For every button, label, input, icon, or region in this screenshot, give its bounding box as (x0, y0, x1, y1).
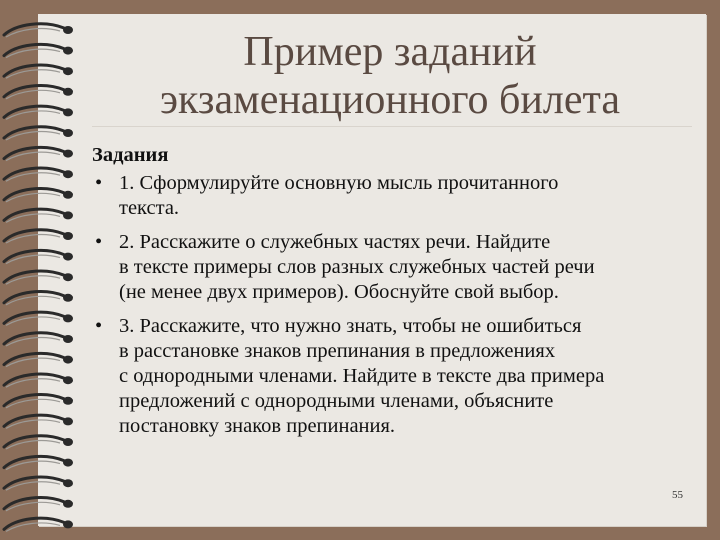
task-3-line-5: постановку знаков препинания. (119, 415, 396, 437)
task-item-2 (92, 230, 697, 305)
spiral-ring (4, 230, 73, 243)
task-2-line-2: в тексте примеры слов разных служебных частей речи (119, 256, 595, 278)
spiral-ring (4, 147, 73, 160)
spiral-binding (0, 0, 90, 540)
spiral-ring (4, 86, 73, 99)
task-3-line-2: в расстановке знаков препинания в предложениях (119, 340, 556, 362)
title-line-2: экзаменационного билета (160, 77, 620, 123)
task-2-line-1: 2. Расскажите о служебных частях речи. Найдите (119, 231, 551, 253)
spiral-ring (4, 44, 73, 57)
task-list (92, 143, 697, 439)
task-1-line-2: текста. (119, 197, 180, 219)
spiral-ring (4, 292, 73, 305)
title-divider (92, 126, 692, 127)
task-item-1 (92, 171, 697, 221)
spiral-ring (4, 415, 73, 428)
spiral-ring (4, 436, 73, 449)
spiral-ring (4, 250, 73, 263)
bullet-marker: • (95, 315, 103, 337)
task-1-line-1: 1. Сформулируйте основную мысль прочитанного (119, 172, 559, 194)
title-line-1: Пример заданий (243, 29, 537, 75)
spiral-ring (4, 498, 73, 511)
slide-title (100, 28, 680, 124)
spiral-ring (4, 271, 73, 284)
spiral-ring (4, 312, 73, 325)
task-3-line-3: с однородными членами. Найдите в тексте два примера (119, 365, 605, 387)
spiral-ring (4, 24, 73, 37)
bullet-marker: • (95, 172, 103, 194)
spiral-ring (4, 65, 73, 78)
spiral-ring (4, 168, 73, 181)
spiral-ring (4, 374, 73, 387)
spiral-ring (4, 209, 73, 222)
spiral-ring (4, 189, 73, 202)
spiral-ring (4, 106, 73, 119)
spiral-ring (4, 127, 73, 140)
task-3-line-4: предложений с однородными членами, объясните (119, 390, 554, 412)
spiral-ring (4, 333, 73, 346)
spiral-ring (4, 477, 73, 490)
spiral-ring (4, 518, 73, 531)
task-3-line-1: 3. Расскажите, что нужно знать, чтобы не ошибиться (119, 315, 582, 337)
task-2-line-3: (не менее двух примеров). Обоснуйте свой выбор. (119, 281, 559, 303)
spiral-ring (4, 353, 73, 366)
task-item-3 (92, 314, 697, 439)
spiral-ring (4, 395, 73, 408)
bullet-marker: • (95, 231, 103, 253)
page-number: 55 (672, 489, 683, 501)
spiral-ring (4, 456, 73, 469)
tasks-heading: Задания (92, 144, 169, 166)
